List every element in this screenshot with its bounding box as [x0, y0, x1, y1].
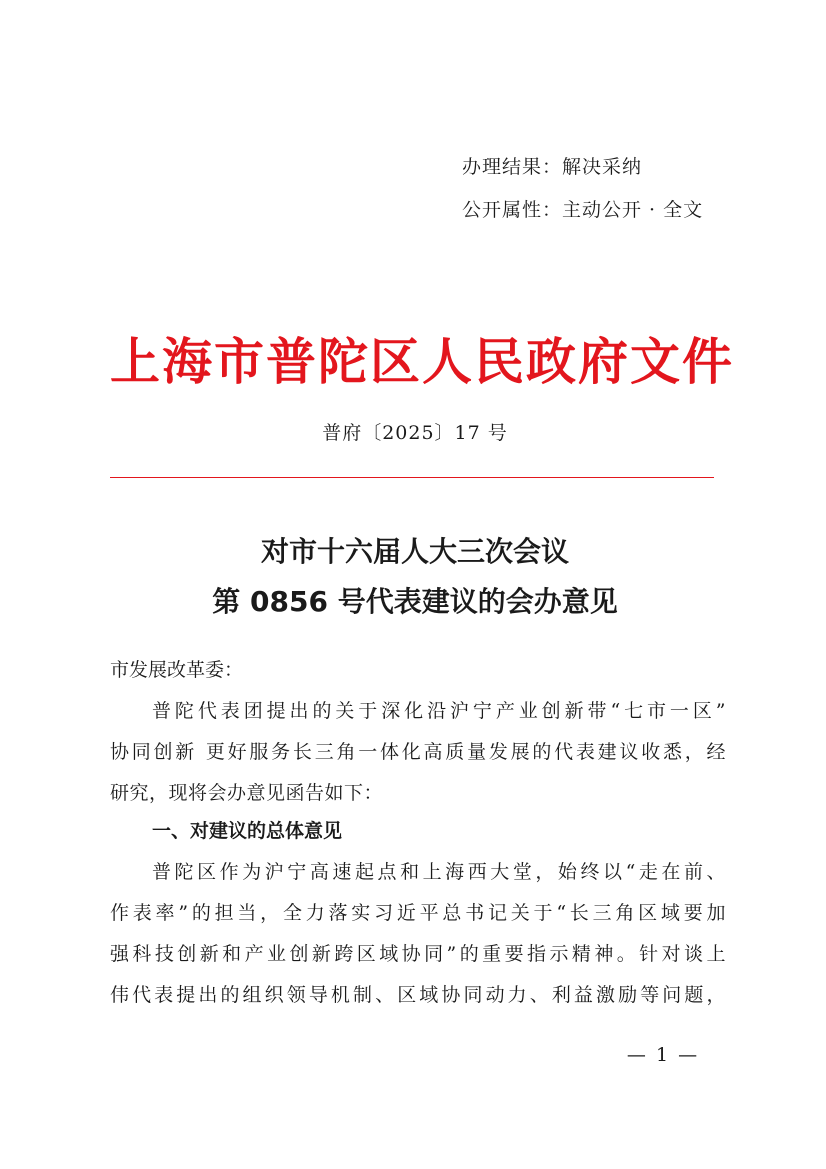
document-title-line-1: 对市十六届人大三次会议: [260, 535, 569, 568]
document-number: 普府〔2025〕17 号: [322, 422, 508, 444]
paragraph-2-line-1: 普陀区作为沪宁高速起点和上海西大堂，始终以“走在前、: [152, 861, 726, 883]
paragraph-1-line-1: 普陀代表团提出的关于深化沿沪宁产业创新带“七市一区”: [152, 700, 726, 722]
page-number: — 1 —: [626, 1044, 700, 1066]
recipient: 市发展改革委：: [110, 659, 244, 681]
paragraph-2-line-2: 作表率”的担当，全力落实习近平总书记关于“长三角区域要加: [110, 902, 726, 924]
red-divider-line: [110, 477, 714, 478]
paragraph-2-line-3: 强科技创新和产业创新跨区域协同”的重要指示精神。针对谈上: [110, 943, 726, 965]
paragraph-1-line-3: 研究，现将会办意见函告如下：: [110, 782, 384, 804]
handling-result: 办理结果：解决采纳: [462, 156, 643, 178]
document-title-line-2: 第 0856 号代表建议的会办意见: [212, 585, 618, 618]
paragraph-1-line-2: 协同创新 更好服务长三角一体化高质量发展的代表建议收悉，经: [110, 741, 726, 763]
paragraph-2-line-4: 伟代表提出的组织领导机制、区域协同动力、利益激励等问题，: [110, 984, 726, 1006]
disclosure-attribute: 公开属性：主动公开 · 全文: [462, 199, 704, 221]
issuing-authority-header: 上海市普陀区人民政府文件: [110, 332, 734, 391]
section-heading-1: 一、对建议的总体意见: [152, 820, 343, 842]
